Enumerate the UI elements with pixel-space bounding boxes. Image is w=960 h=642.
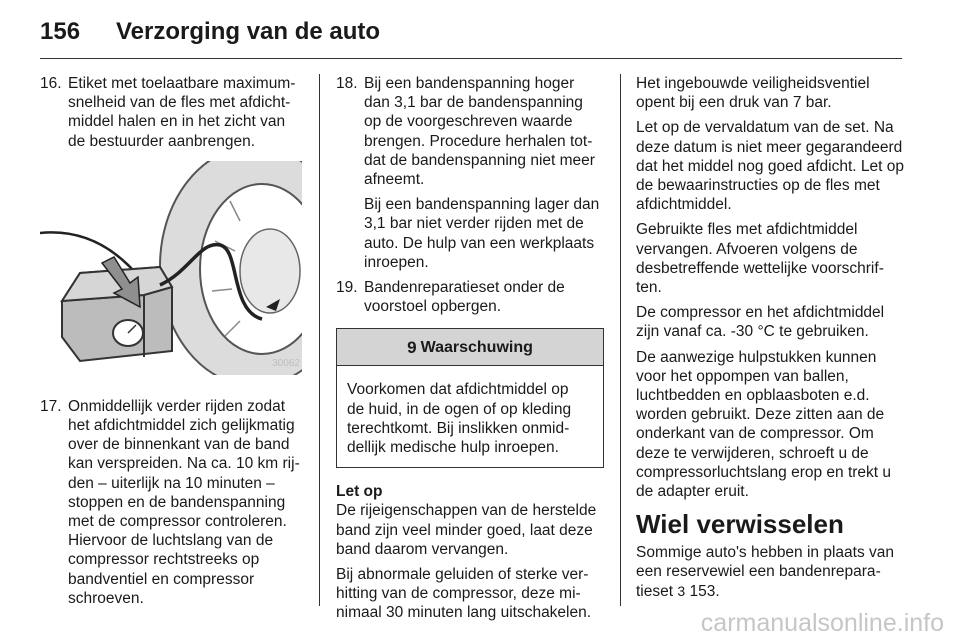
compressor-drawing: [40, 161, 302, 375]
watermark: carmanualsonline.info: [700, 609, 944, 637]
step-18: [336, 74, 604, 272]
note-title: Let op: [336, 483, 383, 501]
page-number: 156: [40, 18, 81, 45]
step-text: Onmiddellijk verder rijden zodat het afdichtmiddel zich gelijkmatig over de binnenkant van de band kan verspreiden. Na ca. 10 km rijden – uiterlijk na 10 minuten – stoppen en de bandenspanning met de compressor controleren. Hiervoor de luchtslang van de compressor rechtstreeks op bandventiel en compressor schroeven.: [68, 397, 300, 607]
header-divider: [40, 58, 902, 59]
step-text: Bandenreparatieset onder de voorstoel opbergen.: [364, 279, 565, 316]
note-paragraph: De rijeigenschappen van de herstelde band zijn veel minder goed, laat deze band daarom vervangen.: [336, 502, 597, 558]
paragraph: Gebruikte fles met afdichtmiddel vervangen. Afvoeren volgens de desbetreffende wettelijke voorschriften.: [636, 221, 884, 297]
step-number: 19.: [336, 279, 358, 297]
step-17: [40, 397, 302, 608]
paragraph: De aanwezige hulpstukken kunnen voor het oppompen van ballen, luchtbedden en opblaasboten e.d. worden gebruikt. Deze zitten aan de onderkant van de compressor. Om deze te verwijderen, schroeft u de compressorluchtslang erop en trekt u de adapter eruit.: [636, 348, 892, 501]
column-2: [336, 74, 604, 629]
step-16: [40, 74, 302, 151]
step-text: Bij een bandenspanning hoger dan 3,1 bar de bandenspanning op de voorgeschreven waarde brengen. Procedure herhalen totdat de bandenspanning niet meer afneemt.: [364, 75, 595, 189]
step-19: [336, 278, 604, 316]
note-paragraph: Bij abnormale geluiden of sterke verhitting van de compressor, deze minimaal 30 minuten lang uitschakelen.: [336, 566, 592, 622]
step-text: Etiket met toelaatbare maximumsnelheid van de fles met afdichtmiddel halen en in het zicht van de bestuurder aanbrengen.: [68, 75, 296, 150]
paragraph: Het ingebouwde veiligheidsventiel opent bij een druk van 7 bar.: [636, 75, 870, 112]
compressor-illustration: [40, 161, 302, 375]
page-reference-link[interactable]: 153.: [689, 582, 720, 600]
step-number: 18.: [336, 75, 358, 92]
column-3: [636, 74, 904, 607]
warning-box: [336, 328, 604, 468]
column-divider-1: [319, 74, 320, 606]
page-title: Verzorging van de auto: [116, 18, 381, 45]
warning-icon: 9: [407, 337, 417, 357]
step-number: 17.: [40, 397, 62, 415]
section-text: Sommige auto's hebben in plaats van een reservewiel een bandenreparatieset: [636, 544, 895, 600]
page-header: [40, 16, 902, 56]
warning-text: Voorkomen dat afdichtmiddel op de huid, in de ogen of op kleding terechtkomt. Bij inslikken onmiddellijk medische hulp inroepen.: [347, 381, 572, 457]
column-1: [40, 74, 302, 614]
paragraph: De compressor en het afdichtmiddel zijn vanaf ca. -30 °C te gebruiken.: [636, 304, 885, 341]
figure-code: 30062: [272, 357, 300, 369]
section-paragraph: [636, 543, 904, 601]
section-title: Wiel verwisselen: [636, 509, 844, 540]
step-text: Bij een bandenspanning lager dan 3,1 bar niet verder rijden met de auto. De hulp van een werkplaats inroepen.: [364, 196, 600, 271]
page-reference-arrow-icon: 3: [677, 582, 686, 599]
paragraph: Let op de vervaldatum van de set. Na deze datum is niet meer gegarandeerd dat het middel nog goed afdicht. Let op de bewaarinstructies op de fles met afdichtmiddel.: [636, 119, 905, 214]
warning-title: Waarschuwing: [420, 338, 533, 356]
column-divider-2: [620, 74, 621, 606]
warning-header: [337, 329, 603, 366]
step-number: 16.: [40, 75, 62, 92]
